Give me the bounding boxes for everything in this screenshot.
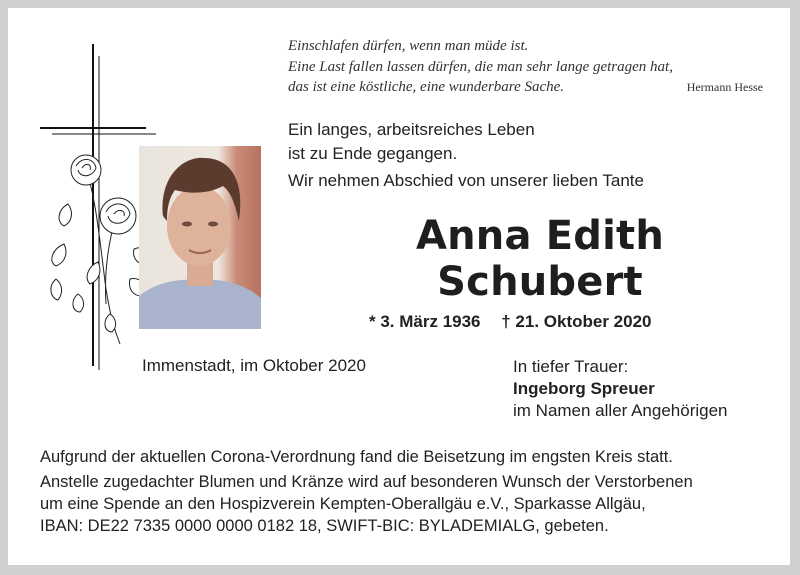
intro-line: Wir nehmen Abschied von unserer lieben Tante (288, 171, 644, 190)
last-name: Schubert (437, 259, 643, 305)
mourners-block (513, 356, 728, 422)
intro-text (288, 118, 644, 193)
mourner-on-behalf: im Namen aller Angehörigen (513, 401, 728, 420)
portrait-photo (139, 146, 261, 329)
roses-icon (51, 155, 150, 344)
quote-line: Eine Last fallen lassen dürfen, die man sehr lange getragen hat, (288, 58, 673, 75)
mourner-name: Ingeborg Spreuer (513, 379, 655, 398)
quote-author: Hermann Hesse (686, 80, 763, 94)
life-dates (369, 312, 652, 332)
intro-line: Ein langes, arbeitsreiches Leben (288, 120, 535, 139)
quote-line: das ist eine köstliche, eine wunderbare Sache. (288, 79, 565, 95)
place-date: Immenstadt, im Oktober 2020 (142, 356, 366, 375)
quote-line: Einschlafen dürfen, wenn man müde ist. (288, 38, 529, 54)
first-names: Anna Edith (415, 213, 665, 259)
birth-date: * 3. März 1936 (369, 312, 481, 331)
notice-line: Anstelle zugedachter Blumen und Kränze wird auf besonderen Wunsch der Verstorbenen (40, 473, 693, 491)
notice-line: IBAN: DE22 7335 0000 0000 0182 18, SWIFT-BIC: BYLADEMIALG, gebeten. (40, 517, 609, 535)
intro-line: ist zu Ende gegangen. (288, 144, 458, 163)
notice-line: um eine Spende an den Hospizverein Kempten-Oberallgäu e.V., Sparkasse Allgäu, (40, 495, 646, 513)
notice-line: Aufgrund der aktuellen Corona-Verordnung fand die Beisetzung im engsten Kreis statt. (40, 448, 673, 466)
quote-block (288, 36, 763, 98)
obituary-card (8, 8, 790, 565)
mourning-intro: In tiefer Trauer: (513, 357, 629, 376)
death-date: † 21. Oktober 2020 (501, 312, 652, 331)
notice-text (40, 446, 693, 537)
deceased-name (370, 213, 710, 305)
